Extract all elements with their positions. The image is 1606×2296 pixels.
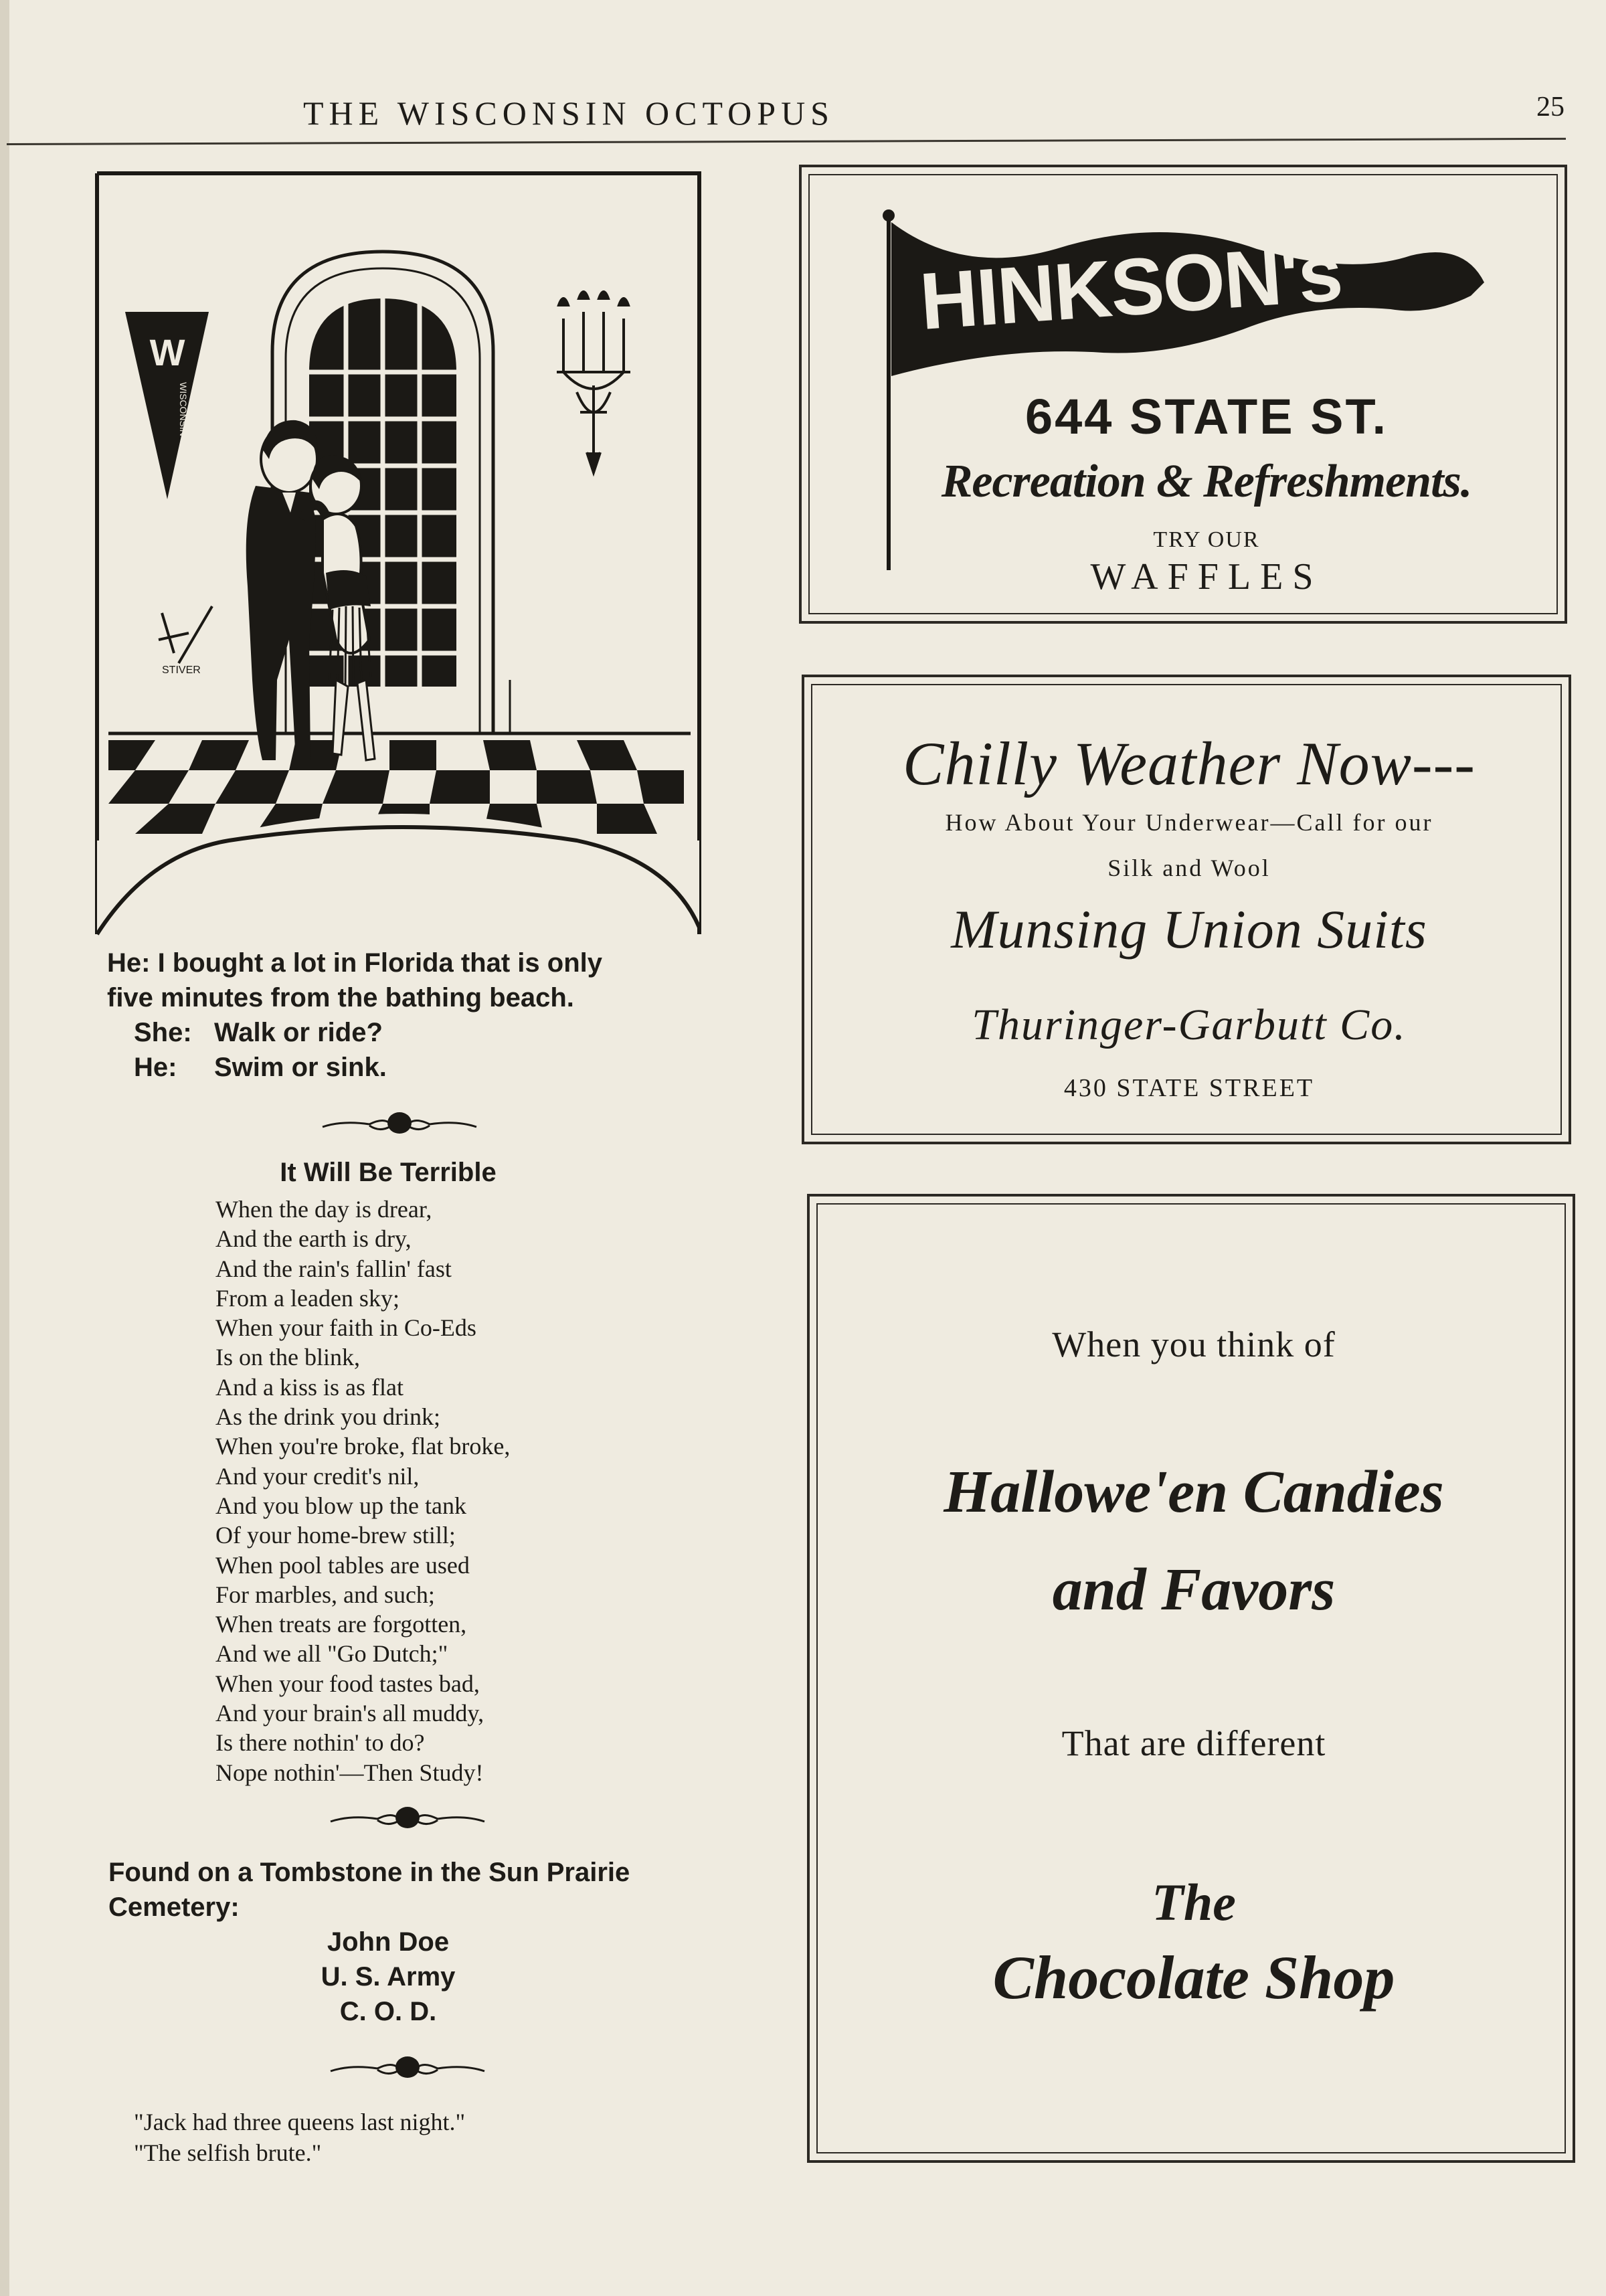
chocolate-headline: and Favors xyxy=(1052,1557,1336,1623)
running-head: THE WISCONSIN OCTOPUS xyxy=(302,94,834,132)
chocolate-shop-advertisement xyxy=(807,1194,1575,2163)
ornament-divider xyxy=(324,2050,491,2083)
joke-line: He: I bought a lot in Florida that is only xyxy=(107,948,602,978)
poem-line: Is on the blink, xyxy=(215,1344,360,1371)
hinksons-advertisement xyxy=(799,165,1567,624)
joke-line: "The selfish brute." xyxy=(134,2139,322,2166)
hinksons-try-our: TRY OUR xyxy=(1153,527,1260,552)
poem-line: And you blow up the tank xyxy=(215,1492,466,1519)
poem-line: And a kiss is as flat xyxy=(215,1373,404,1401)
joke-line: "Jack had three queens last night." xyxy=(134,2109,466,2135)
svg-text:STIVER: STIVER xyxy=(162,665,201,676)
poem-line: For marbles, and such; xyxy=(215,1581,435,1608)
poem-line: And your credit's nil, xyxy=(215,1462,420,1490)
poem-line: And the earth is dry, xyxy=(215,1225,412,1253)
svg-text:HINKSON's: HINKSON's xyxy=(917,228,1344,347)
joke-line xyxy=(107,1015,709,1050)
joke-line xyxy=(107,1050,709,1085)
tombstone-heading-line: Cemetery: xyxy=(108,1892,240,1922)
poem-line: When you're broke, flat broke, xyxy=(215,1433,511,1460)
poem-line: When the day is drear, xyxy=(215,1196,432,1223)
poem-line: From a leaden sky; xyxy=(215,1284,399,1312)
chocolate-different: That are different xyxy=(1061,1723,1326,1763)
poem-line: As the drink you drink; xyxy=(215,1403,440,1431)
inscription-line: U. S. Army xyxy=(321,1962,456,1992)
chocolate-headline: Hallowe'en Candies xyxy=(944,1459,1444,1525)
dancing-couple xyxy=(246,420,375,760)
hinksons-tagline: Recreation & Refreshments. xyxy=(941,456,1472,507)
munsing-company: Thuringer-Garbutt Co. xyxy=(972,1000,1407,1049)
speaker-label: She: xyxy=(134,1018,192,1047)
ornament-divider xyxy=(324,1800,491,1834)
poem-line: And we all "Go Dutch;" xyxy=(215,1640,448,1668)
poem-line: When pool tables are used xyxy=(215,1551,470,1579)
poem-line: When your faith in Co-Eds xyxy=(215,1314,476,1342)
munsing-headline: Chilly Weather Now--- xyxy=(903,729,1476,798)
page-gutter-shadow xyxy=(0,0,9,2296)
poem-title: It Will Be Terrible xyxy=(280,1158,497,1187)
tombstone-heading-line: Found on a Tombstone in the Sun Prairie xyxy=(108,1858,630,1887)
munsing-advertisement xyxy=(802,675,1571,1144)
wall-sconce xyxy=(557,292,630,472)
florida-joke xyxy=(107,946,709,1085)
poem-line: And the rain's fallin' fast xyxy=(215,1255,452,1282)
munsing-address: 430 STATE STREET xyxy=(1063,1074,1315,1102)
svg-text:WISCONSIN: WISCONSIN xyxy=(178,382,189,436)
svg-text:W: W xyxy=(149,331,185,373)
munsing-subline: Silk and Wool xyxy=(1107,855,1271,881)
speaker-text: Swim or sink. xyxy=(214,1053,387,1082)
inscription-line: John Doe xyxy=(327,1927,450,1957)
chocolate-shop-name: The xyxy=(1152,1873,1236,1931)
inscription-line: C. O. D. xyxy=(339,1997,437,2026)
queens-joke xyxy=(134,2107,465,2168)
munsing-subline: How About Your Underwear—Call for our xyxy=(945,809,1433,836)
ornament-divider xyxy=(316,1106,483,1139)
poem-line: When treats are forgotten, xyxy=(215,1611,467,1638)
hinksons-address: 644 STATE ST. xyxy=(1024,389,1389,444)
poem-line: When your food tastes bad, xyxy=(215,1670,480,1697)
speaker-text: Walk or ride? xyxy=(214,1018,383,1047)
chocolate-shop-name: Chocolate Shop xyxy=(992,1943,1395,2012)
chocolate-intro: When you think of xyxy=(1052,1324,1336,1364)
munsing-brand: Munsing Union Suits xyxy=(951,899,1427,960)
joke-line: five minutes from the bathing beach. xyxy=(107,983,574,1012)
artist-signature xyxy=(159,606,212,676)
header-rule xyxy=(7,138,1566,145)
poem-line: Of your home-brew still; xyxy=(215,1522,456,1549)
page-number: 25 xyxy=(1536,92,1565,122)
wisconsin-pennant xyxy=(125,312,209,499)
poem-line: Is there nothin' to do? xyxy=(215,1729,425,1757)
hinksons-pennant xyxy=(882,202,1484,577)
poem-line: And your brain's all muddy, xyxy=(215,1700,484,1727)
poem-line: Nope nothin'—Then Study! xyxy=(215,1759,484,1786)
tombstone-inscription xyxy=(201,1925,575,2029)
dancing-couple-cartoon xyxy=(95,171,701,941)
tombstone-heading xyxy=(108,1855,711,1925)
poem-body xyxy=(215,1195,510,1787)
speaker-label: He: xyxy=(134,1053,177,1082)
hinksons-product: WAFFLES xyxy=(1090,556,1323,598)
